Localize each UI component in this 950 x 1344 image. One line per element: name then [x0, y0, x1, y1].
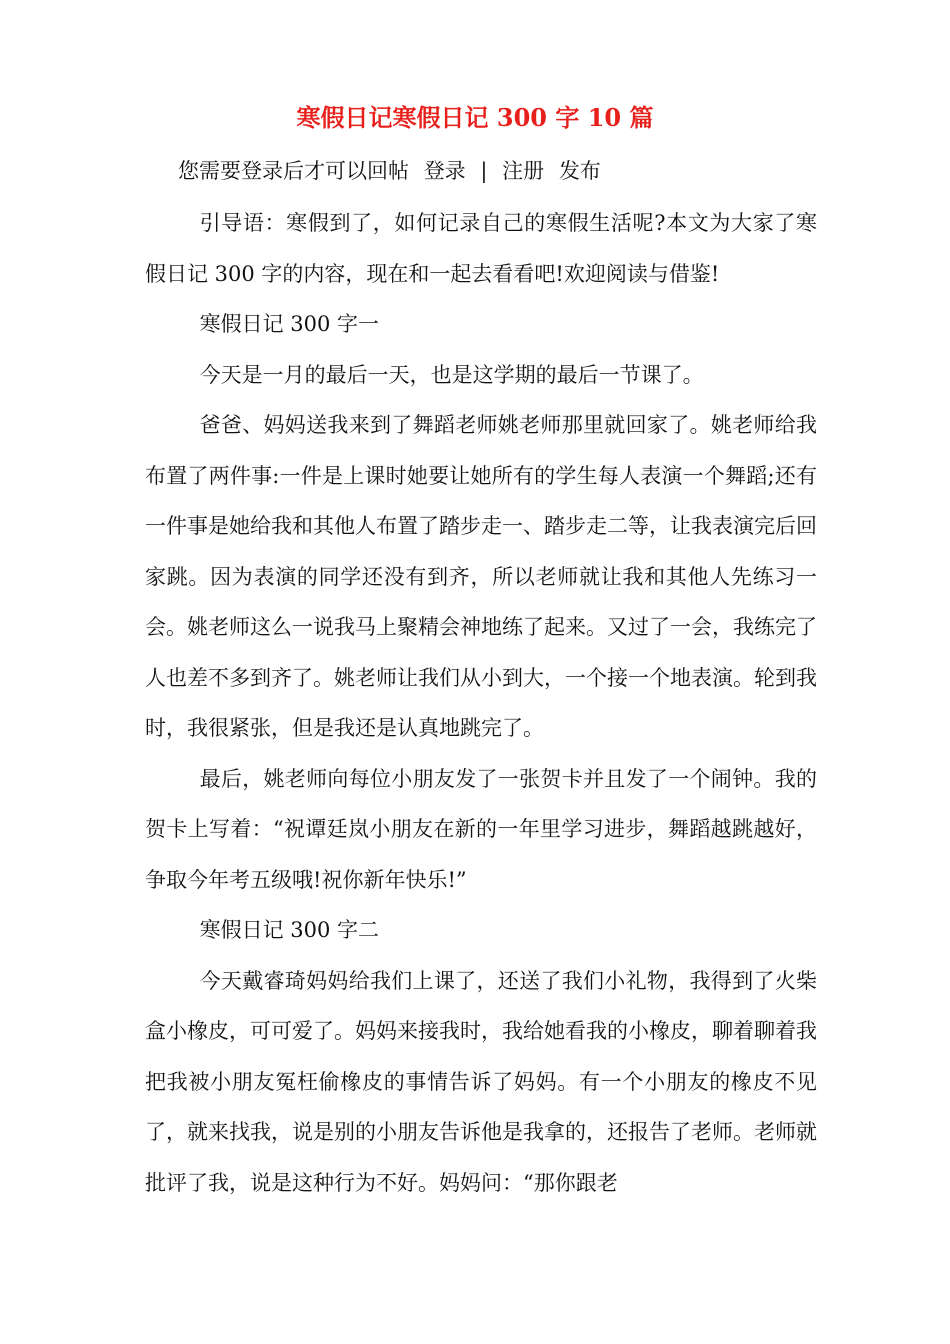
- section-heading-2: 寒假日记 300 字二: [199, 918, 380, 942]
- register-link[interactable]: 注册: [502, 159, 545, 183]
- body-paragraph: 爸爸、妈妈送我来到了舞蹈老师姚老师那里就回家了。姚老师给我布置了两件事:一件是上课时她要让她所有的学生每人表演一个舞蹈;还有一件事是她给我和其他人布置了踏步走一、踏步走二等，让我表演完后回家跳。因为表演的同学还没有到齐，所以老师就让我和其他人先练习一会。姚老师这么一说我马上聚精会神地练了起来。又过了一会，我练完了人也差不多到齐了。姚老师让我们从小到大，一个接一个地表演。轮到我时，我很紧张，但是我还是认真地跳完了。: [145, 413, 817, 740]
- body-paragraph: 今天是一月的最后一天，也是这学期的最后一节课了。: [199, 362, 704, 387]
- login-bar: [178, 154, 601, 188]
- intro-paragraph: 引导语：寒假到了，如何记录自己的寒假生活呢?本文为大家了寒假日记 300 字的内容，现在和一起去看看吧!欢迎阅读与借鉴!: [145, 211, 817, 286]
- body-paragraph: 最后，姚老师向每位小朋友发了一张贺卡并且发了一个闹钟。我的贺卡上写着：“祝谭廷岚小朋友在新的一年里学习进步，舞蹈越跳越好，争取今年考五级哦!祝你新年快乐!”: [145, 766, 817, 892]
- body-paragraph: 今天戴睿琦妈妈给我们上课了，还送了我们小礼物，我得到了火柴盒小橡皮，可可爱了。妈妈来接我时，我给她看我的小橡皮，聊着聊着我把我被小朋友冤枉偷橡皮的事情告诉了妈妈。有一个小朋友的橡皮不见了，就来找我，说是别的小朋友告诉他是我拿的，还报告了老师。老师就批评了我，说是这种行为不好。妈妈问：“那你跟老: [145, 968, 817, 1195]
- document-title: 寒假日记寒假日记 300 字 10 篇: [296, 103, 654, 132]
- section-heading-1: 寒假日记 300 字一: [199, 312, 380, 336]
- link-separator: |: [480, 159, 488, 183]
- login-prompt: 您需要登录后才可以回帖: [178, 159, 409, 183]
- publish-link[interactable]: 发布: [558, 159, 601, 183]
- login-link[interactable]: 登录: [423, 159, 466, 183]
- article-body: [145, 198, 817, 1208]
